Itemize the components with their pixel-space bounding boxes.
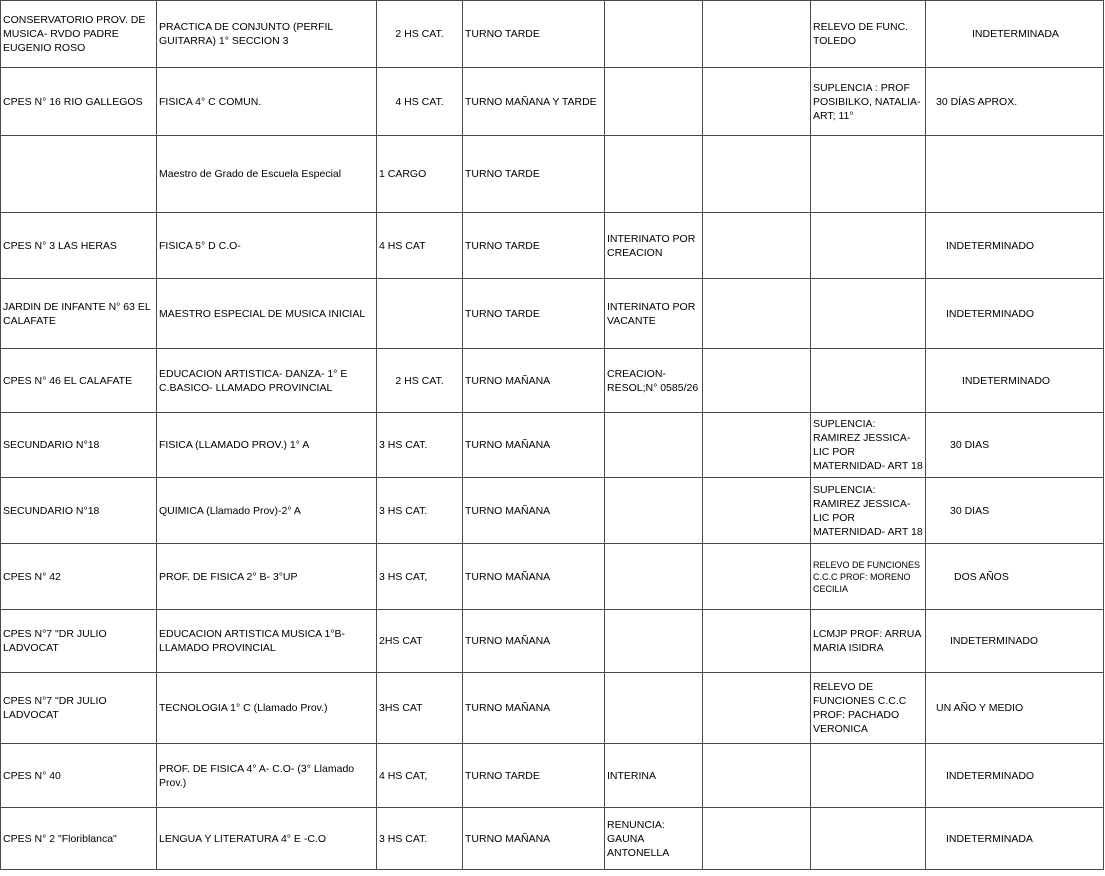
extra-cell: [703, 610, 811, 673]
duration-cell: INDETERMINADA: [926, 1, 1104, 68]
duration-cell: UN AÑO Y MEDIO: [926, 673, 1104, 744]
duration-cell: 30 DIAS: [926, 413, 1104, 478]
notes-cell: SUPLENCIA: RAMIREZ JESSICA- LIC POR MATERNIDAD- ART 18: [811, 413, 926, 478]
notes-cell: [811, 349, 926, 413]
table-row: [1, 279, 1104, 349]
duration-cell: INDETERMINADO: [926, 213, 1104, 279]
situation-cell: INTERINATO POR CREACION: [605, 213, 703, 279]
school-cell: SECUNDARIO N°18: [1, 413, 157, 478]
situation-cell: [605, 413, 703, 478]
school-cell: CPES N° 42: [1, 544, 157, 610]
shift-cell: TURNO MAÑANA: [463, 610, 605, 673]
extra-cell: [703, 1, 811, 68]
table-row: [1, 349, 1104, 413]
subject-cell: MAESTRO ESPECIAL DE MUSICA INICIAL: [157, 279, 377, 349]
extra-cell: [703, 478, 811, 544]
subject-cell: EDUCACION ARTISTICA MUSICA 1°B-LLAMADO PROVINCIAL: [157, 610, 377, 673]
table-row: [1, 413, 1104, 478]
subject-cell: Maestro de Grado de Escuela Especial: [157, 136, 377, 213]
hours-cell: 4 HS CAT: [377, 213, 463, 279]
shift-cell: TURNO TARDE: [463, 744, 605, 808]
duration-cell: INDETERMINADO: [926, 610, 1104, 673]
shift-cell: TURNO TARDE: [463, 1, 605, 68]
table-row: [1, 1, 1104, 68]
situation-cell: INTERINATO POR VACANTE: [605, 279, 703, 349]
subject-cell: PROF. DE FISICA 2° B- 3°UP: [157, 544, 377, 610]
table-row: [1, 544, 1104, 610]
subject-cell: EDUCACION ARTISTICA- DANZA- 1° E C.BASICO- LLAMADO PROVINCIAL: [157, 349, 377, 413]
school-cell: JARDIN DE INFANTE N° 63 EL CALAFATE: [1, 279, 157, 349]
extra-cell: [703, 136, 811, 213]
hours-cell: 2 HS CAT.: [377, 349, 463, 413]
subject-cell: TECNOLOGIA 1° C (Llamado Prov.): [157, 673, 377, 744]
extra-cell: [703, 413, 811, 478]
hours-cell: 2HS CAT: [377, 610, 463, 673]
situation-cell: [605, 478, 703, 544]
duration-cell: INDETERMINADO: [926, 744, 1104, 808]
extra-cell: [703, 279, 811, 349]
notes-cell: [811, 279, 926, 349]
notes-cell: SUPLENCIA: RAMIREZ JESSICA- LIC POR MATERNIDAD- ART 18: [811, 478, 926, 544]
hours-cell: 3 HS CAT.: [377, 413, 463, 478]
school-cell: CPES N° 16 RIO GALLEGOS: [1, 68, 157, 136]
duration-cell: [926, 136, 1104, 213]
hours-cell: 2 HS CAT.: [377, 1, 463, 68]
shift-cell: TURNO TARDE: [463, 279, 605, 349]
notes-cell: [811, 744, 926, 808]
notes-cell: SUPLENCIA : PROF POSIBILKO, NATALIA-ART; 11°: [811, 68, 926, 136]
situation-cell: [605, 68, 703, 136]
hours-cell: 4 HS CAT,: [377, 744, 463, 808]
duration-cell: INDETERMINADA: [926, 808, 1104, 870]
subject-cell: FISICA 5° D C.O-: [157, 213, 377, 279]
notes-cell: [811, 808, 926, 870]
subject-cell: FISICA 4° C COMUN.: [157, 68, 377, 136]
shift-cell: TURNO TARDE: [463, 136, 605, 213]
school-cell: CONSERVATORIO PROV. DE MUSICA- RVDO PADRE EUGENIO ROSO: [1, 1, 157, 68]
notes-cell: [811, 213, 926, 279]
situation-cell: [605, 544, 703, 610]
duration-cell: 30 DÍAS APROX.: [926, 68, 1104, 136]
school-cell: CPES N°7 "DR JULIO LADVOCAT: [1, 610, 157, 673]
extra-cell: [703, 544, 811, 610]
situation-cell: [605, 136, 703, 213]
duration-cell: 30 DIAS: [926, 478, 1104, 544]
subject-cell: PRACTICA DE CONJUNTO (PERFIL GUITARRA) 1° SECCION 3: [157, 1, 377, 68]
table-row: [1, 213, 1104, 279]
notes-cell: LCMJP PROF: ARRUA MARIA ISIDRA: [811, 610, 926, 673]
shift-cell: TURNO MAÑANA: [463, 478, 605, 544]
situation-cell: CREACION-RESOL;N° 0585/26: [605, 349, 703, 413]
school-cell: CPES N°7 "DR JULIO LADVOCAT: [1, 673, 157, 744]
hours-cell: 3 HS CAT.: [377, 808, 463, 870]
notes-cell: RELEVO DE FUNCIONES C.C.C PROF: MORENO CECILIA: [811, 544, 926, 610]
shift-cell: TURNO TARDE: [463, 213, 605, 279]
situation-cell: [605, 673, 703, 744]
notes-cell: RELEVO DE FUNCIONES C.C.C PROF: PACHADO VERONICA: [811, 673, 926, 744]
extra-cell: [703, 673, 811, 744]
hours-cell: 4 HS CAT.: [377, 68, 463, 136]
hours-cell: 3 HS CAT,: [377, 544, 463, 610]
table-row: [1, 610, 1104, 673]
extra-cell: [703, 808, 811, 870]
table-row: [1, 744, 1104, 808]
table-row: [1, 68, 1104, 136]
subject-cell: LENGUA Y LITERATURA 4° E -C.O: [157, 808, 377, 870]
shift-cell: TURNO MAÑANA Y TARDE: [463, 68, 605, 136]
subject-cell: PROF. DE FISICA 4° A- C.O- (3° Llamado Prov.): [157, 744, 377, 808]
subject-cell: FISICA (LLAMADO PROV.) 1° A: [157, 413, 377, 478]
school-cell: CPES N° 40: [1, 744, 157, 808]
table-row: [1, 478, 1104, 544]
table-row: [1, 808, 1104, 870]
school-cell: [1, 136, 157, 213]
extra-cell: [703, 744, 811, 808]
situation-cell: INTERINA: [605, 744, 703, 808]
extra-cell: [703, 349, 811, 413]
table-row: [1, 673, 1104, 744]
shift-cell: TURNO MAÑANA: [463, 349, 605, 413]
school-cell: CPES N° 2 "Floriblanca": [1, 808, 157, 870]
school-cell: CPES N° 3 LAS HERAS: [1, 213, 157, 279]
situation-cell: [605, 610, 703, 673]
school-cell: SECUNDARIO N°18: [1, 478, 157, 544]
shift-cell: TURNO MAÑANA: [463, 544, 605, 610]
duration-cell: DOS AÑOS: [926, 544, 1104, 610]
extra-cell: [703, 213, 811, 279]
duration-cell: INDETERMINADO: [926, 279, 1104, 349]
duration-cell: INDETERMINADO: [926, 349, 1104, 413]
subject-cell: QUIMICA (Llamado Prov)-2° A: [157, 478, 377, 544]
extra-cell: [703, 68, 811, 136]
table-row: [1, 136, 1104, 213]
hours-cell: 3 HS CAT.: [377, 478, 463, 544]
situation-cell: [605, 1, 703, 68]
notes-cell: RELEVO DE FUNC. TOLEDO: [811, 1, 926, 68]
school-cell: CPES N° 46 EL CALAFATE: [1, 349, 157, 413]
situation-cell: RENUNCIA: GAUNA ANTONELLA: [605, 808, 703, 870]
shift-cell: TURNO MAÑANA: [463, 673, 605, 744]
hours-cell: 3HS CAT: [377, 673, 463, 744]
hours-cell: [377, 279, 463, 349]
shift-cell: TURNO MAÑANA: [463, 413, 605, 478]
hours-cell: 1 CARGO: [377, 136, 463, 213]
notes-cell: [811, 136, 926, 213]
shift-cell: TURNO MAÑANA: [463, 808, 605, 870]
